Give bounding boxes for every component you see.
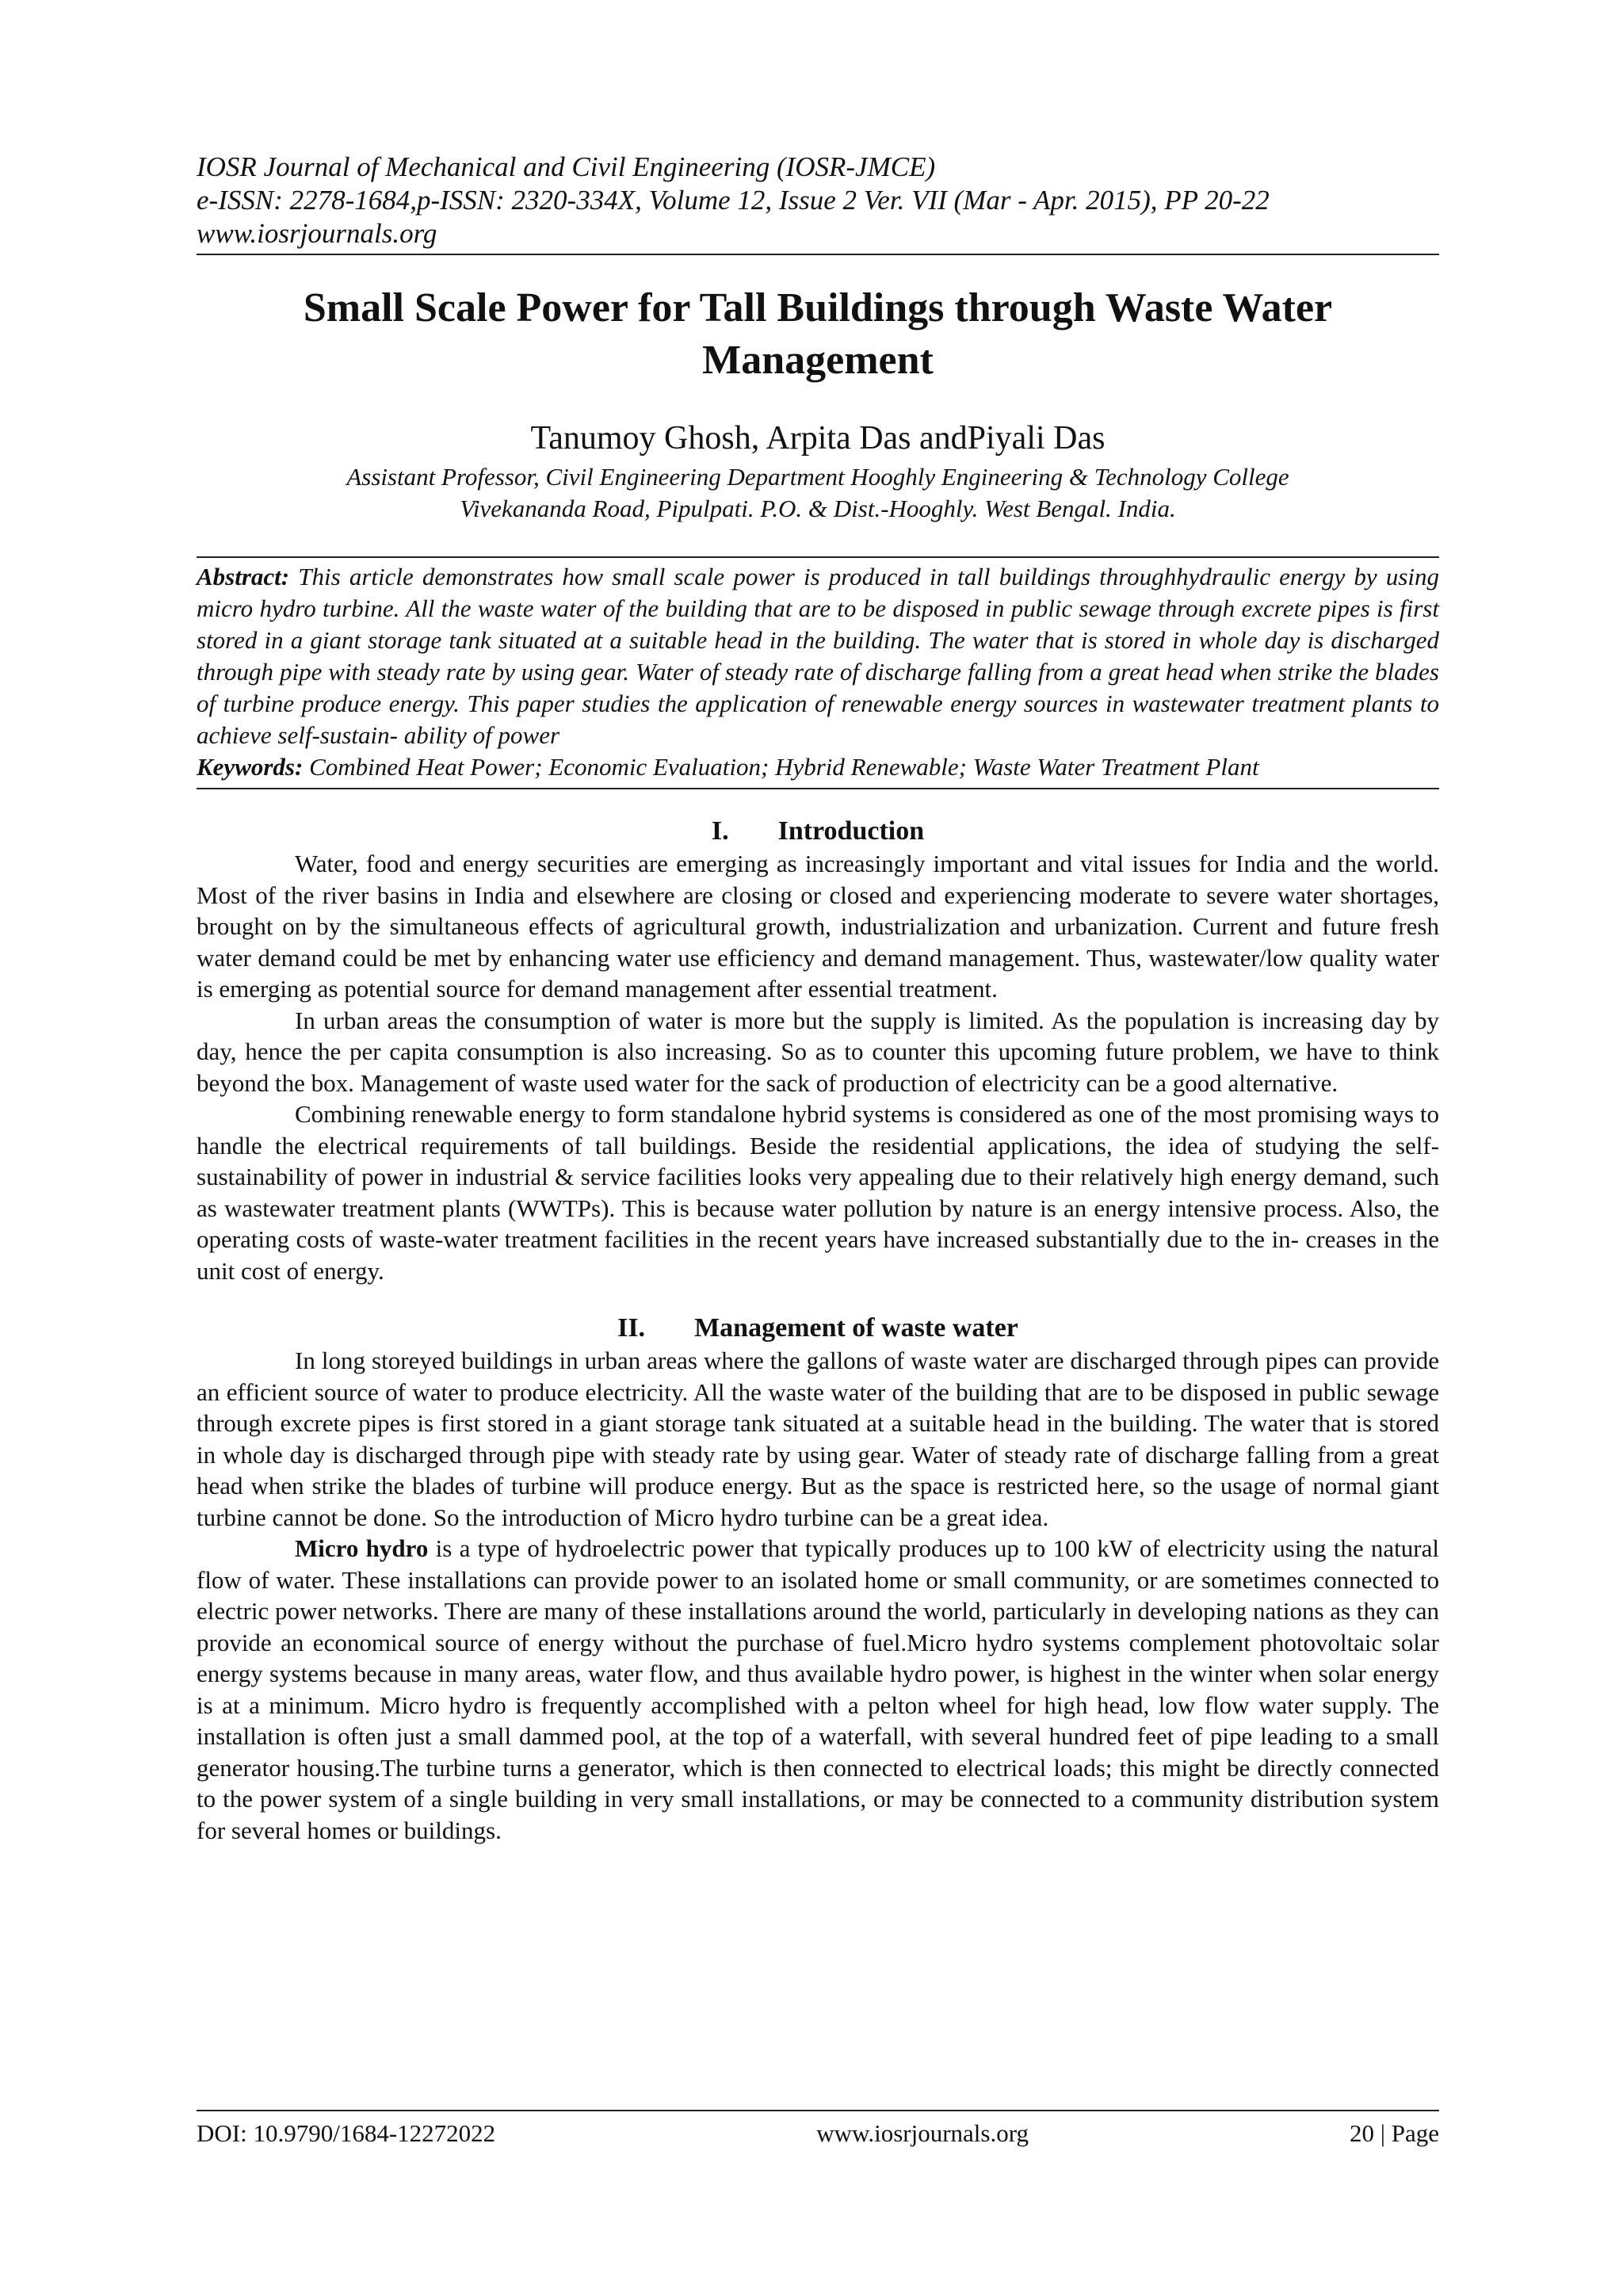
keywords-label: Keywords: — [197, 753, 304, 781]
paper-page — [197, 151, 1439, 1846]
section-title: Management of waste water — [694, 1313, 1018, 1343]
paper-title-line2: Management — [702, 338, 934, 383]
abstract — [197, 561, 1439, 751]
abstract-text: This article demonstrates how small scale power is produced in tall buildings throughhydraulic energy by using micro hydro turbine. All the waste water of the building that are to be disposed in public sewage through excrete pipes is first stored in a giant storage tank situated at a suitable head in the building. The water that is stored in whole day is discharged through pipe with steady rate by using gear. Water of steady rate of discharge falling from a great head when strike the blades of turbine produce energy. This paper studies the application of renewable energy sources in wastewater treatment plants to achieve self-sustain- ability of power — [197, 563, 1439, 749]
journal-website: www.iosrjournals.org — [197, 218, 437, 249]
paper-authors: Tanumoy Ghosh, Arpita Das andPiyali Das — [530, 420, 1106, 457]
keywords — [197, 751, 1439, 783]
micro-hydro-text: is a type of hydroelectric power that typically produces up to 100 kW of electricity using the natural flow of water. These installations can provide power to an isolated home or small community, or are sometimes connected to electric power networks. There are many of these installations around the world, particularly in developing nations as they can provide an economical source of energy without the purchase of fuel.Micro hydro systems complement photovoltaic solar energy systems because in many areas, water flow, and thus available hydro power, is highest in the winter when solar energy is at a minimum. Micro hydro is frequently accomplished with a pelton wheel for high head, low flow water supply. The installation is often just a small dammed pool, at the top of a waterfall, with several hundred feet of pipe leading to a small generator housing.The turbine turns a generator, which is then connected to electrical loads; this might be directly connected to the power system of a single building in very small installations, or may be connected to a community distribution system for several homes or buildings. — [197, 1534, 1439, 1844]
affiliation-line1: Assistant Professor, Civil Engineering Department Hooghly Engineering & Technology College — [346, 463, 1289, 491]
affiliation-line2: Vivekananda Road, Pipulpati. P.O. & Dist.-Hooghly. West Bengal. India. — [460, 495, 1176, 522]
author-affiliation — [197, 461, 1439, 525]
section-title: Introduction — [777, 816, 925, 846]
intro-paragraph-3: Combining renewable energy to form standalone hybrid systems is considered as one of the most promising ways to handle the electrical requirements of tall buildings. Beside the residential applications, the idea of studying the self-sustainability of power in industrial & service facilities looks very appealing due to their relatively high energy demand, such as wastewater treatment plants (WWTPs). This is because water pollution by nature is an energy intensive process. Also, the operating costs of waste-water treatment facilities in the recent years have increased substantially due to the in- creases in the unit cost of energy. — [197, 1100, 1439, 1285]
micro-hydro-paragraph — [197, 1533, 1439, 1846]
footer-page-number: 20 | Page — [1350, 2119, 1439, 2147]
footer-doi: DOI: 10.9790/1684-12272022 — [197, 2119, 496, 2147]
intro-paragraph-2: In urban areas the consumption of water is more but the supply is limited. As the population is increasing day by day, hence the per capita consumption is also increasing. So as to counter this upcoming future problem, we have to think beyond the box. Management of waste used water for the sack of production of electricity can be a good alternative. — [197, 1006, 1439, 1097]
page-footer — [197, 2110, 1439, 2149]
keywords-text: Combined Heat Power; Economic Evaluation; Hybrid Renewable; Waste Water Treatment Plant — [309, 753, 1259, 781]
waste-water-paragraph-1: In long storeyed buildings in urban areas where the gallons of waste water are discharged through pipes can provide an efficient source of water to produce electricity. All the waste water of the building that are to be disposed in public sewage through excrete pipes is first stored in a giant storage tank situated at a suitable head in the building. The water that is stored in whole day is discharged through pipe with steady rate by using gear. Water of steady rate of discharge falling from a great head when strike the blades of turbine will produce energy. But as the space is restricted here, so the usage of normal giant turbine cannot be done. So the introduction of Micro hydro turbine can be a great idea. — [197, 1347, 1439, 1531]
journal-header — [197, 151, 1439, 255]
abstract-label: Abstract: — [197, 563, 290, 590]
section-heading-waste-water — [197, 1312, 1439, 1345]
section-number: II. — [617, 1313, 646, 1343]
intro-paragraph-1: Water, food and energy securities are emerging as increasingly important and vital issues for India and the world. Most of the river basins in India and elsewhere are closing or closed and experiencing moderate to severe water shortages, brought on by the simultaneous effects of agricultural growth, industrialization and urbanization. Current and future fresh water demand could be met by enhancing water use efficiency and demand management. Thus, wastewater/low quality water is emerging as potential source for demand management after essential treatment. — [197, 850, 1439, 1003]
footer-website: www.iosrjournals.org — [816, 2119, 1029, 2147]
section-heading-introduction — [197, 815, 1439, 848]
journal-issn: e-ISSN: 2278-1684,p-ISSN: 2320-334X, Volume 12, Issue 2 Ver. VII (Mar - Apr. 2015), PP 20-22 — [197, 185, 1270, 216]
journal-name: IOSR Journal of Mechanical and Civil Engineering (IOSR-JMCE) — [197, 151, 936, 182]
paper-title-line1: Small Scale Power for Tall Buildings through Waste Water — [303, 285, 1333, 330]
paper-title — [197, 282, 1439, 387]
abstract-section — [197, 556, 1439, 789]
section-number: I. — [711, 816, 729, 846]
micro-hydro-term: Micro hydro — [295, 1534, 429, 1562]
